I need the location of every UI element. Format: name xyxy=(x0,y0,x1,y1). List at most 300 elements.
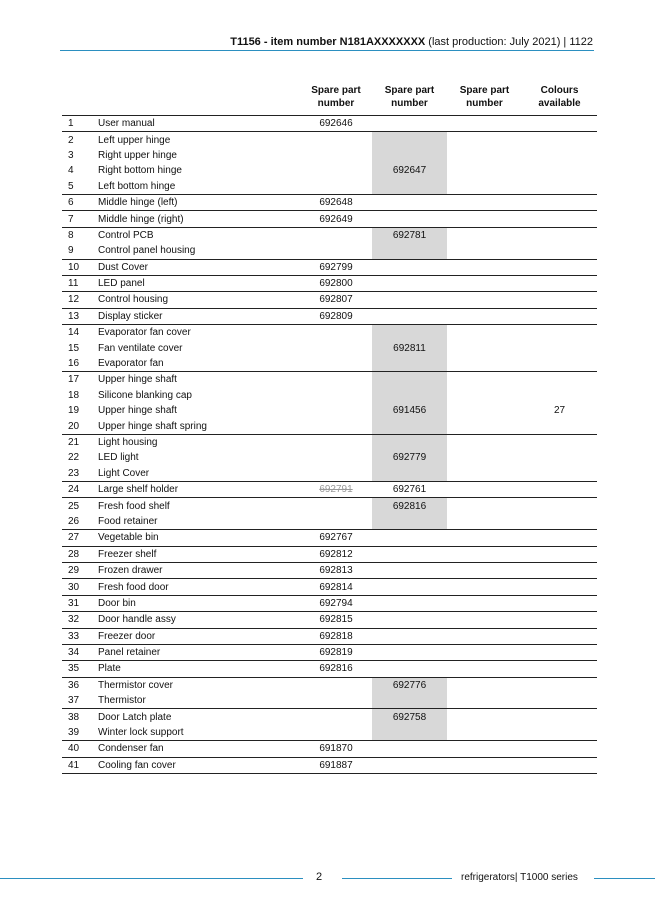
spare-part-1-cell: 692809 xyxy=(300,308,372,324)
colours-available-cell: 27 xyxy=(553,405,566,417)
item-number-cell: 16 xyxy=(62,356,94,372)
spare-part-2-cell xyxy=(372,595,447,611)
item-number-cell: 8 xyxy=(68,229,74,241)
item-description-cell: Middle hinge (left) xyxy=(94,194,300,210)
colours-available-cell xyxy=(522,725,597,741)
spare-part-3-cell xyxy=(447,227,522,243)
item-description-cell: Thermistor xyxy=(94,693,300,709)
spare-part-1-cell: 692767 xyxy=(300,530,372,546)
item-description-cell: Door bin xyxy=(94,595,300,611)
item-number-cell: 23 xyxy=(62,466,94,482)
spare-part-3-cell xyxy=(447,403,522,418)
colours-available-cell xyxy=(522,132,597,148)
colours-available-cell xyxy=(522,481,597,497)
colours-available-cell xyxy=(522,628,597,644)
item-number-cell: 21 xyxy=(68,437,80,448)
table-row xyxy=(62,243,597,259)
item-number-cell: 24 xyxy=(62,481,94,497)
spare-part-2-cell: 691456 xyxy=(372,403,447,418)
item-description-cell: Right bottom hinge xyxy=(98,165,182,177)
item-number-cell: 38 xyxy=(68,711,80,723)
spare-part-1-cell: 692794 xyxy=(300,595,372,611)
item-description-cell: Silicone blanking cap xyxy=(98,389,192,401)
spare-part-2-cell xyxy=(372,530,447,546)
spare-part-2-cell xyxy=(372,356,447,372)
spare-part-3-cell xyxy=(447,530,522,546)
table-row xyxy=(62,612,597,628)
spare-part-2-cell xyxy=(372,434,447,450)
item-number-cell: 5 xyxy=(62,179,94,195)
item-number-cell: 26 xyxy=(62,514,94,530)
colours-available-cell xyxy=(522,259,597,275)
item-number-cell: 22 xyxy=(68,452,80,464)
item-description-cell: Upper hinge shaft xyxy=(98,405,177,417)
spare-part-3-cell xyxy=(447,579,522,595)
spare-part-3-cell xyxy=(447,709,522,725)
colours-available-cell xyxy=(522,418,597,434)
spare-part-2-cell xyxy=(372,546,447,562)
colours-available-cell xyxy=(522,741,597,757)
table-row xyxy=(62,388,597,403)
spare-part-2-cell xyxy=(372,562,447,578)
item-number-cell: 40 xyxy=(62,741,94,757)
spare-part-3-cell xyxy=(447,259,522,275)
spare-part-3-cell xyxy=(447,498,522,514)
table-row xyxy=(62,275,597,291)
item-description-cell: Left bottom hinge xyxy=(94,179,300,195)
table-row xyxy=(62,325,597,341)
spare-part-2-cell xyxy=(372,275,447,291)
colours-available-cell xyxy=(522,514,597,530)
item-number-cell: 1 xyxy=(62,116,94,132)
table-row xyxy=(62,579,597,595)
colours-available-cell xyxy=(522,661,597,677)
document-title xyxy=(230,36,593,48)
item-number-cell: 10 xyxy=(62,259,94,275)
colours-available-cell xyxy=(522,243,597,259)
spare-part-3-cell xyxy=(447,325,522,341)
item-number-cell: 34 xyxy=(62,644,94,660)
table-row xyxy=(62,661,597,677)
table-row xyxy=(62,132,597,148)
spare-part-3-cell xyxy=(447,163,522,178)
colours-available-cell xyxy=(522,372,597,388)
item-description-cell: Control PCB xyxy=(98,229,154,241)
item-number-cell: 13 xyxy=(62,308,94,324)
spare-part-1-cell xyxy=(300,243,372,259)
column-header-spare-part-1: Spare part number xyxy=(300,84,372,116)
table-row xyxy=(62,514,597,530)
spare-part-1-cell xyxy=(300,148,372,163)
item-number-cell: 11 xyxy=(62,275,94,291)
colours-available-cell xyxy=(522,179,597,195)
spare-part-1-cell xyxy=(300,179,372,195)
item-description-cell: Door handle assy xyxy=(94,612,300,628)
spare-part-2-cell xyxy=(372,243,447,259)
colours-available-cell xyxy=(522,546,597,562)
table-row xyxy=(62,725,597,741)
spare-part-3-cell xyxy=(447,546,522,562)
spare-part-1-cell: 692807 xyxy=(300,292,372,308)
spare-part-3-cell xyxy=(447,450,522,465)
item-description-cell: Upper hinge shaft spring xyxy=(94,418,300,434)
spare-part-2-cell: 692758 xyxy=(372,709,447,725)
item-description-cell: Winter lock support xyxy=(94,725,300,741)
spare-part-2-cell xyxy=(372,466,447,482)
table-row xyxy=(62,709,597,725)
item-description-cell: Light housing xyxy=(98,437,158,448)
spare-part-3-cell xyxy=(447,292,522,308)
spare-part-1-cell xyxy=(300,450,372,465)
table-body xyxy=(62,116,597,774)
page-header xyxy=(0,0,655,52)
spare-part-1-cell xyxy=(300,725,372,741)
item-description-cell: Light Cover xyxy=(94,466,300,482)
spare-part-1-cell: 692791 xyxy=(300,481,372,497)
table-row xyxy=(62,194,597,210)
item-number-cell: 17 xyxy=(68,374,80,386)
spare-part-3-cell xyxy=(447,661,522,677)
spare-part-1-cell xyxy=(300,498,372,514)
spare-part-3-cell xyxy=(447,340,522,355)
table-row xyxy=(62,546,597,562)
spare-part-3-cell xyxy=(447,644,522,660)
spare-part-2-cell xyxy=(372,418,447,434)
spare-part-3-cell xyxy=(447,628,522,644)
spare-part-2-cell xyxy=(372,372,447,388)
table-row xyxy=(62,356,597,372)
spare-part-1-cell xyxy=(300,709,372,725)
spare-part-2-cell xyxy=(372,757,447,773)
spare-part-3-cell xyxy=(447,757,522,773)
item-description-cell: Right upper hinge xyxy=(98,149,177,161)
item-description-cell: Thermistor cover xyxy=(98,679,174,691)
table-row xyxy=(62,562,597,578)
item-number-cell: 12 xyxy=(62,292,94,308)
table-row xyxy=(62,372,597,388)
spare-part-3-cell xyxy=(447,132,522,148)
spare-part-1-cell: 692799 xyxy=(300,259,372,275)
column-header-spare-part-3: Spare part number xyxy=(447,84,522,116)
item-description-cell: Upper hinge shaft xyxy=(98,374,177,386)
spare-part-3-cell xyxy=(447,179,522,195)
item-description-cell: Control housing xyxy=(94,292,300,308)
item-description-cell: Door Latch plate xyxy=(98,711,172,723)
spare-part-3-cell xyxy=(447,308,522,324)
spare-part-1-cell xyxy=(300,403,372,418)
spare-part-2-cell: 692761 xyxy=(372,481,447,497)
colours-available-cell xyxy=(522,325,597,341)
spare-part-2-cell xyxy=(372,628,447,644)
colours-available-cell xyxy=(522,562,597,578)
spare-part-2-cell xyxy=(372,612,447,628)
colours-available-cell xyxy=(522,308,597,324)
spare-part-2-cell xyxy=(372,661,447,677)
spare-part-2-cell xyxy=(372,693,447,709)
colours-available-cell xyxy=(522,709,597,725)
table-row xyxy=(62,693,597,709)
item-description-cell: User manual xyxy=(94,116,300,132)
item-description-cell: Plate xyxy=(94,661,300,677)
table-row xyxy=(62,179,597,195)
colours-available-cell xyxy=(522,388,597,403)
spare-part-2-cell: 692811 xyxy=(372,340,447,355)
item-number-cell: 25 xyxy=(68,500,80,512)
item-description-cell: Evaporator fan xyxy=(94,356,300,372)
item-number-cell: 15 xyxy=(68,342,80,354)
item-number-cell: 7 xyxy=(62,211,94,227)
spare-part-3-cell xyxy=(447,562,522,578)
spare-part-3-cell xyxy=(447,595,522,611)
table-row xyxy=(62,595,597,611)
item-number-cell: 14 xyxy=(68,327,80,339)
table-row xyxy=(62,308,597,324)
item-description-cell: LED light xyxy=(98,452,139,464)
table-row xyxy=(62,628,597,644)
item-description-cell: Freezer door xyxy=(94,628,300,644)
spare-part-1-cell xyxy=(300,514,372,530)
table-row xyxy=(62,148,597,163)
spare-part-1-cell xyxy=(300,693,372,709)
item-number-cell: 39 xyxy=(62,725,94,741)
item-description-cell: Frozen drawer xyxy=(94,562,300,578)
item-number-cell: 35 xyxy=(62,661,94,677)
colours-available-cell xyxy=(522,530,597,546)
spare-part-3-cell xyxy=(447,741,522,757)
spare-part-2-cell xyxy=(372,644,447,660)
spare-part-3-cell xyxy=(447,418,522,434)
header-rule xyxy=(60,50,594,51)
spare-part-1-cell xyxy=(300,372,372,388)
table-row xyxy=(62,450,597,465)
table-row xyxy=(62,116,597,132)
column-header-item-number xyxy=(62,84,94,116)
spare-part-3-cell xyxy=(447,243,522,259)
colours-available-cell xyxy=(522,466,597,482)
item-number-cell: 27 xyxy=(62,530,94,546)
colours-available-cell xyxy=(522,644,597,660)
spare-part-1-cell xyxy=(300,163,372,178)
table-row xyxy=(62,466,597,482)
spare-part-1-cell xyxy=(300,388,372,403)
item-description-cell: Food retainer xyxy=(94,514,300,530)
item-number-cell: 28 xyxy=(62,546,94,562)
item-description-cell: Fan ventilate cover xyxy=(98,342,183,354)
item-number-cell: 30 xyxy=(62,579,94,595)
table-row xyxy=(62,757,597,773)
colours-available-cell xyxy=(522,116,597,132)
spare-part-3-cell xyxy=(447,466,522,482)
spare-part-1-cell xyxy=(300,677,372,693)
colours-available-cell xyxy=(522,498,597,514)
spare-part-2-cell xyxy=(372,514,447,530)
spare-part-3-cell xyxy=(447,434,522,450)
table-row xyxy=(62,163,597,178)
colours-available-cell xyxy=(522,275,597,291)
spare-part-1-cell xyxy=(300,356,372,372)
colours-available-cell xyxy=(522,757,597,773)
spare-part-1-cell: 692815 xyxy=(300,612,372,628)
colours-available-cell xyxy=(522,163,597,178)
item-number-cell: 29 xyxy=(62,562,94,578)
colours-available-cell xyxy=(522,434,597,450)
item-description-cell: Fresh food door xyxy=(94,579,300,595)
spare-part-2-cell xyxy=(372,388,447,403)
colours-available-cell xyxy=(522,211,597,227)
item-number-cell: 32 xyxy=(62,612,94,628)
spare-part-1-cell: 692819 xyxy=(300,644,372,660)
spare-part-3-cell xyxy=(447,372,522,388)
item-description-cell: Panel retainer xyxy=(94,644,300,660)
spare-part-3-cell xyxy=(447,116,522,132)
item-description-cell: Evaporator fan cover xyxy=(98,327,191,339)
item-number-cell: 31 xyxy=(62,595,94,611)
item-number-cell: 6 xyxy=(62,194,94,210)
table-row xyxy=(62,340,597,355)
item-number-cell: 19 xyxy=(68,405,80,417)
item-description-cell: Large shelf holder xyxy=(94,481,300,497)
table-row xyxy=(62,644,597,660)
spare-part-1-cell xyxy=(300,466,372,482)
table-row xyxy=(62,211,597,227)
spare-part-3-cell xyxy=(447,356,522,372)
item-number-cell: 9 xyxy=(62,243,94,259)
footer-rule-middle xyxy=(342,878,452,879)
footer-rule-left xyxy=(0,878,303,879)
colours-available-cell xyxy=(522,693,597,709)
spare-part-1-cell xyxy=(300,325,372,341)
spare-part-1-cell: 692800 xyxy=(300,275,372,291)
item-description-cell: Control panel housing xyxy=(94,243,300,259)
spare-part-2-cell: 692776 xyxy=(372,677,447,693)
spare-part-2-cell xyxy=(372,308,447,324)
item-description-cell: Middle hinge (right) xyxy=(94,211,300,227)
spare-part-2-cell xyxy=(372,325,447,341)
spare-part-1-cell: 692813 xyxy=(300,562,372,578)
colours-available-cell xyxy=(522,356,597,372)
spare-part-2-cell: 692816 xyxy=(372,498,447,514)
colours-available-cell xyxy=(522,194,597,210)
colours-available-cell xyxy=(522,579,597,595)
spare-part-3-cell xyxy=(447,211,522,227)
spare-part-1-cell xyxy=(300,227,372,243)
item-number-cell: 18 xyxy=(68,389,80,401)
table-row xyxy=(62,434,597,450)
table-row xyxy=(62,227,597,243)
spare-part-1-cell: 692646 xyxy=(300,116,372,132)
item-description-cell: Cooling fan cover xyxy=(94,757,300,773)
colours-available-cell xyxy=(522,148,597,163)
item-number-cell: 33 xyxy=(62,628,94,644)
item-number-cell: 37 xyxy=(62,693,94,709)
spare-part-2-cell: 692779 xyxy=(372,450,447,465)
spare-part-1-cell: 692812 xyxy=(300,546,372,562)
spare-part-3-cell xyxy=(447,612,522,628)
colours-available-cell xyxy=(522,450,597,465)
spare-part-2-cell xyxy=(372,292,447,308)
spare-part-2-cell xyxy=(372,132,447,148)
spare-part-2-cell xyxy=(372,211,447,227)
colours-available-cell xyxy=(522,340,597,355)
item-description-cell: Freezer shelf xyxy=(94,546,300,562)
table-row xyxy=(62,677,597,693)
item-description-cell: Condenser fan xyxy=(94,741,300,757)
spare-parts-table xyxy=(62,84,597,774)
footer-brand: refrigerators| T1000 series xyxy=(461,872,578,883)
item-description-cell: Fresh food shelf xyxy=(98,500,170,512)
spare-part-3-cell xyxy=(447,481,522,497)
table-header-row xyxy=(62,84,597,116)
document-title-rest: (last production: July 2021) | 1122 xyxy=(425,36,593,48)
item-number-cell: 2 xyxy=(68,134,74,146)
spare-part-1-cell: 692818 xyxy=(300,628,372,644)
item-number-cell: 20 xyxy=(62,418,94,434)
column-header-spare-part-2: Spare part number xyxy=(372,84,447,116)
table-row xyxy=(62,481,597,497)
spare-part-1-cell: 691870 xyxy=(300,741,372,757)
page-footer xyxy=(0,868,655,888)
spare-part-1-cell: 692649 xyxy=(300,211,372,227)
spare-part-3-cell xyxy=(447,693,522,709)
spare-part-2-cell xyxy=(372,116,447,132)
item-description-cell: LED panel xyxy=(94,275,300,291)
spare-part-2-cell xyxy=(372,579,447,595)
item-number-cell: 3 xyxy=(68,149,74,161)
colours-available-cell xyxy=(522,292,597,308)
spare-part-2-cell xyxy=(372,259,447,275)
spare-part-3-cell xyxy=(447,275,522,291)
page-number: 2 xyxy=(316,871,323,883)
table-row xyxy=(62,292,597,308)
item-number-cell: 4 xyxy=(68,165,74,177)
item-number-cell: 41 xyxy=(62,757,94,773)
item-number-cell: 36 xyxy=(68,679,80,691)
spare-part-3-cell xyxy=(447,194,522,210)
item-description-cell: Display sticker xyxy=(94,308,300,324)
table-row xyxy=(62,259,597,275)
colours-available-cell xyxy=(522,612,597,628)
colours-available-cell xyxy=(522,677,597,693)
colours-available-cell xyxy=(522,595,597,611)
spare-part-1-cell: 691887 xyxy=(300,757,372,773)
spare-part-2-cell xyxy=(372,179,447,195)
spare-part-2-cell xyxy=(372,725,447,741)
spare-part-1-cell xyxy=(300,434,372,450)
spare-part-2-cell: 692647 xyxy=(372,163,447,178)
spare-part-3-cell xyxy=(447,388,522,403)
document-title-bold: T1156 - item number N181AXXXXXXX xyxy=(230,36,426,48)
table-row xyxy=(62,418,597,434)
table-row xyxy=(62,498,597,514)
spare-part-3-cell xyxy=(447,725,522,741)
spare-part-2-cell: 692781 xyxy=(372,227,447,243)
spare-part-2-cell xyxy=(372,741,447,757)
spare-part-1-cell: 692814 xyxy=(300,579,372,595)
table-row xyxy=(62,741,597,757)
colours-available-cell xyxy=(522,227,597,243)
spare-part-2-cell xyxy=(372,194,447,210)
item-description-cell: Dust Cover xyxy=(94,259,300,275)
spare-part-3-cell xyxy=(447,148,522,163)
column-header-description xyxy=(94,84,300,116)
item-description-cell: Left upper hinge xyxy=(98,134,171,146)
table-row xyxy=(62,530,597,546)
spare-part-1-cell xyxy=(300,418,372,434)
spare-part-1-cell: 692648 xyxy=(300,194,372,210)
spare-part-3-cell xyxy=(447,514,522,530)
spare-part-1-cell xyxy=(300,132,372,148)
footer-rule-right xyxy=(594,878,655,879)
